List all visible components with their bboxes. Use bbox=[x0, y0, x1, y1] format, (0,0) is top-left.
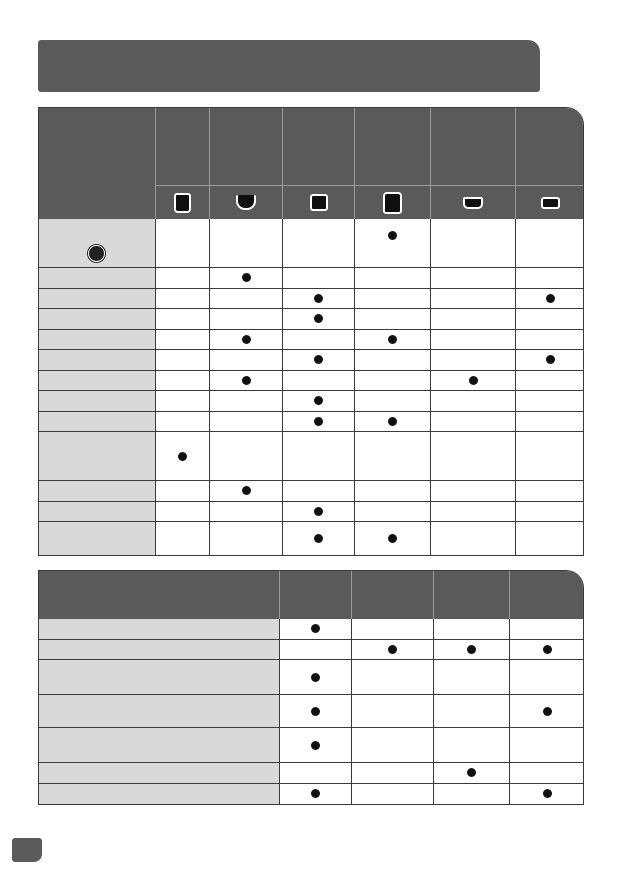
filled-dot-icon bbox=[314, 417, 323, 426]
filled-dot-icon bbox=[314, 355, 323, 364]
table-cell bbox=[510, 784, 584, 805]
filled-dot-icon bbox=[311, 741, 320, 750]
filled-dot-icon bbox=[467, 645, 476, 654]
table-cell bbox=[510, 660, 584, 695]
table-cell bbox=[156, 350, 210, 371]
table-cell bbox=[355, 502, 431, 523]
table-cell bbox=[210, 432, 283, 481]
table-cell bbox=[156, 268, 210, 289]
bowl-cell-6 bbox=[516, 185, 584, 219]
row-label bbox=[39, 481, 156, 502]
filled-dot-icon bbox=[314, 534, 323, 543]
header-col-1 bbox=[280, 571, 352, 619]
table-cell bbox=[352, 728, 434, 763]
table-cell bbox=[431, 219, 516, 268]
table-cell bbox=[156, 481, 210, 502]
table-cell bbox=[516, 330, 584, 351]
table-cell bbox=[434, 784, 510, 805]
table-cell bbox=[210, 481, 283, 502]
table-cell bbox=[210, 219, 283, 268]
table-cell bbox=[156, 391, 210, 412]
table-cell bbox=[516, 309, 584, 330]
header-label-cell bbox=[39, 571, 280, 619]
table-cell bbox=[283, 219, 355, 268]
filled-dot-icon bbox=[543, 789, 552, 798]
table-cell bbox=[434, 660, 510, 695]
table-cell bbox=[156, 432, 210, 481]
bowl-cell-5 bbox=[431, 185, 516, 219]
table-cell bbox=[516, 412, 584, 433]
header-col-2 bbox=[210, 108, 283, 185]
header-col-2 bbox=[352, 571, 434, 619]
table-cell bbox=[283, 268, 355, 289]
table-cell bbox=[431, 412, 516, 433]
table-cell bbox=[283, 502, 355, 523]
row-label bbox=[39, 502, 156, 523]
row-label bbox=[39, 728, 280, 763]
table-cell bbox=[355, 371, 431, 392]
row-label bbox=[39, 268, 156, 289]
table-cell bbox=[516, 219, 584, 268]
table-cell bbox=[431, 502, 516, 523]
table-cell bbox=[516, 481, 584, 502]
filled-dot-icon bbox=[388, 417, 397, 426]
table-cell bbox=[516, 350, 584, 371]
bowl-cell-4 bbox=[355, 185, 431, 219]
filled-dot-icon bbox=[388, 335, 397, 344]
table-cell bbox=[516, 371, 584, 392]
table-cell bbox=[283, 309, 355, 330]
table-cell bbox=[516, 522, 584, 555]
table-cell bbox=[280, 660, 352, 695]
table-cell bbox=[434, 640, 510, 661]
table-cell bbox=[280, 695, 352, 728]
header-col-5 bbox=[431, 108, 516, 185]
header-col-4 bbox=[510, 571, 584, 619]
row-label bbox=[39, 660, 280, 695]
table-cell bbox=[355, 481, 431, 502]
filled-dot-icon bbox=[242, 486, 251, 495]
header-col-6 bbox=[516, 108, 584, 185]
table-cell bbox=[355, 309, 431, 330]
table-cell bbox=[210, 371, 283, 392]
table-cell bbox=[210, 350, 283, 371]
table-cell bbox=[352, 660, 434, 695]
table-cell bbox=[431, 522, 516, 555]
bowl-cube-icon bbox=[310, 194, 328, 211]
filled-dot-icon bbox=[388, 231, 397, 240]
header-col-3 bbox=[283, 108, 355, 185]
table-cell bbox=[352, 695, 434, 728]
table-cell bbox=[156, 219, 210, 268]
table-cell bbox=[355, 432, 431, 481]
filled-dot-icon bbox=[242, 376, 251, 385]
start-stop-icon bbox=[88, 245, 105, 262]
filled-dot-icon bbox=[314, 507, 323, 516]
table-cell bbox=[283, 289, 355, 310]
bowl-cup-icon bbox=[236, 195, 256, 210]
filled-dot-icon bbox=[467, 768, 476, 777]
table-cell bbox=[210, 289, 283, 310]
table-cell bbox=[434, 619, 510, 640]
table-cell bbox=[210, 391, 283, 412]
table-cell bbox=[352, 763, 434, 784]
table-cell bbox=[156, 412, 210, 433]
table-cell bbox=[352, 619, 434, 640]
row-label bbox=[39, 371, 156, 392]
compatibility-table-2 bbox=[38, 570, 584, 805]
table-cell bbox=[355, 219, 431, 268]
table-cell bbox=[516, 391, 584, 412]
row-label bbox=[39, 309, 156, 330]
row-label bbox=[39, 695, 280, 728]
table-cell bbox=[283, 481, 355, 502]
table-cell bbox=[210, 330, 283, 351]
table-cell bbox=[431, 289, 516, 310]
bowl-tall-icon bbox=[174, 193, 191, 213]
filled-dot-icon bbox=[242, 273, 251, 282]
title-bar bbox=[38, 40, 540, 92]
table-cell bbox=[210, 412, 283, 433]
table-cell bbox=[431, 350, 516, 371]
table-cell bbox=[355, 412, 431, 433]
compatibility-table-1 bbox=[38, 107, 584, 556]
table-cell bbox=[355, 522, 431, 555]
filled-dot-icon bbox=[543, 645, 552, 654]
row-label bbox=[39, 289, 156, 310]
filled-dot-icon bbox=[388, 534, 397, 543]
filled-dot-icon bbox=[314, 294, 323, 303]
filled-dot-icon bbox=[546, 355, 555, 364]
row-label bbox=[39, 412, 156, 433]
table-cell bbox=[434, 763, 510, 784]
header-col-3 bbox=[434, 571, 510, 619]
bowl-cell-2 bbox=[210, 185, 283, 219]
filled-dot-icon bbox=[469, 376, 478, 385]
table-cell bbox=[355, 268, 431, 289]
table-cell bbox=[280, 784, 352, 805]
filled-dot-icon bbox=[311, 789, 320, 798]
table-cell bbox=[283, 522, 355, 555]
table-cell bbox=[434, 695, 510, 728]
filled-dot-icon bbox=[242, 335, 251, 344]
filled-dot-icon bbox=[388, 645, 397, 654]
table-cell bbox=[210, 309, 283, 330]
table-cell bbox=[280, 728, 352, 763]
table-cell bbox=[283, 371, 355, 392]
table-cell bbox=[280, 763, 352, 784]
table-cell bbox=[434, 728, 510, 763]
table-cell bbox=[431, 371, 516, 392]
table-cell bbox=[431, 481, 516, 502]
table-cell bbox=[280, 619, 352, 640]
row-label bbox=[39, 432, 156, 481]
table-cell bbox=[283, 350, 355, 371]
table-cell bbox=[510, 695, 584, 728]
filled-dot-icon bbox=[314, 396, 323, 405]
table-cell bbox=[510, 763, 584, 784]
table-cell bbox=[352, 640, 434, 661]
table-cell bbox=[355, 350, 431, 371]
table-cell bbox=[516, 502, 584, 523]
page-number-tab bbox=[12, 838, 42, 862]
bowl-cell-3 bbox=[283, 185, 355, 219]
table-cell bbox=[431, 432, 516, 481]
table-cell bbox=[156, 309, 210, 330]
table-cell bbox=[210, 522, 283, 555]
row-label bbox=[39, 522, 156, 555]
table-cell bbox=[516, 432, 584, 481]
table-cell bbox=[210, 268, 283, 289]
table-cell bbox=[352, 784, 434, 805]
row-label bbox=[39, 330, 156, 351]
table-cell bbox=[516, 268, 584, 289]
table-cell bbox=[431, 391, 516, 412]
filled-dot-icon bbox=[178, 452, 187, 461]
table-cell bbox=[156, 330, 210, 351]
row-label bbox=[39, 219, 156, 268]
table-cell bbox=[510, 640, 584, 661]
table-cell bbox=[510, 619, 584, 640]
filled-dot-icon bbox=[543, 707, 552, 716]
bowl-cell-1 bbox=[156, 185, 210, 219]
header-col-1 bbox=[156, 108, 210, 185]
table-cell bbox=[283, 330, 355, 351]
row-label bbox=[39, 619, 280, 640]
table-cell bbox=[156, 371, 210, 392]
table-cell bbox=[156, 522, 210, 555]
table-cell bbox=[283, 412, 355, 433]
row-label bbox=[39, 350, 156, 371]
table-cell bbox=[283, 391, 355, 412]
row-label bbox=[39, 640, 280, 661]
row-label bbox=[39, 763, 280, 784]
table-cell bbox=[280, 640, 352, 661]
filled-dot-icon bbox=[311, 673, 320, 682]
table-cell bbox=[210, 502, 283, 523]
filled-dot-icon bbox=[314, 314, 323, 323]
table-cell bbox=[283, 432, 355, 481]
filled-dot-icon bbox=[311, 707, 320, 716]
bowl-jug-icon bbox=[383, 192, 402, 214]
table-cell bbox=[516, 289, 584, 310]
row-label bbox=[39, 784, 280, 805]
table-cell bbox=[355, 289, 431, 310]
filled-dot-icon bbox=[311, 624, 320, 633]
filled-dot-icon bbox=[546, 294, 555, 303]
table-cell bbox=[431, 309, 516, 330]
row-label bbox=[39, 391, 156, 412]
header-label-cell bbox=[39, 108, 156, 219]
table-cell bbox=[355, 330, 431, 351]
table-cell bbox=[156, 502, 210, 523]
table-cell bbox=[156, 289, 210, 310]
table-cell bbox=[431, 330, 516, 351]
bowl-flat-icon bbox=[541, 197, 560, 209]
table-cell bbox=[431, 268, 516, 289]
header-col-4 bbox=[355, 108, 431, 185]
table-cell bbox=[355, 391, 431, 412]
table-cell bbox=[510, 728, 584, 763]
bowl-low-icon bbox=[463, 197, 483, 209]
